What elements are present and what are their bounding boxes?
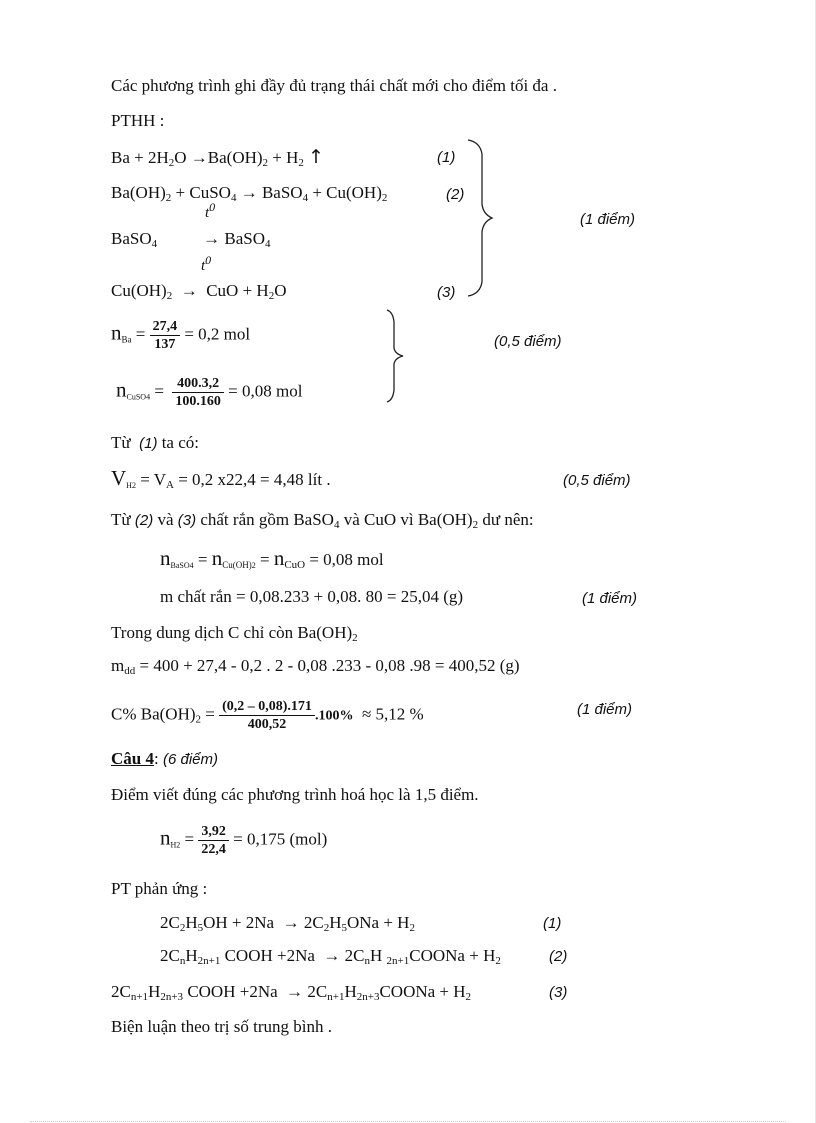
intro-line: Các phương trình ghi đầy đủ trạng thái chất mới cho điểm tối đa . <box>111 76 557 95</box>
reaction-3: $Cu(OH)_2$ → CuO + $H_2O$ <box>111 281 287 302</box>
mark-05-point-a: (0,5 điểm) <box>494 333 562 350</box>
pthh-label: PTHH : <box>111 111 165 130</box>
reaction-2-number: (2) <box>446 186 465 203</box>
tu-1-line: Từ (1) ta có: <box>111 433 199 452</box>
v-h2-line: $V_{H2} = V_A = 0,2$ x22,4 = 4,48 lít . <box>111 466 331 491</box>
mark-1-point-c: (1 điểm) <box>577 701 633 718</box>
tu-23-line: Từ (2) và (3) chất rắn gồm BaSO$_4$ và CuO vì $Ba(OH)_2$ dư nên: <box>111 510 534 531</box>
reaction-4-2: $2C_nH_{2n+1}$ COOH $+2Na \to 2C_nH$ $_{2n+1}$COONa + $H_2$ <box>160 946 501 967</box>
reaction-2: $Ba(OH)_2$ + CuSO$_4$ → BaSO$_4$ + $Cu(OH)_2$ <box>111 183 388 204</box>
mark-1-point-b: (1 điểm) <box>582 590 638 607</box>
reaction-4-1-number: (1) <box>543 915 562 932</box>
c-percent-fraction: $\frac{(0,2 - 0,08).171}{400,52}$ <box>219 698 315 733</box>
heat-label-2: $t^0$ <box>201 253 212 274</box>
n-h2-line: $n_{H2}$ = $\frac{3,92}{22,4}$ = 0,175 (mol) <box>160 824 328 857</box>
diem-viet-line: Điểm viết đúng các phương trình hoá học là 1,5 điểm. <box>111 785 479 804</box>
n-h2-fraction: $\frac{3,92}{22,4}$ <box>198 823 229 858</box>
n-ba-line: $n_{Ba}$ = $\frac{27,4}{137}$ = 0,2 mol <box>111 319 251 352</box>
n-cuso4-line: $n_{CuSO4}$ = $\frac{400.3,2}{100.160}$ = 0,08 mol <box>116 376 303 409</box>
brace-moles <box>385 308 407 404</box>
page-bottom-edge <box>30 1121 786 1122</box>
heat-label-1: $t^0$ <box>205 200 216 221</box>
dung-dich-c-line: Trong dung dịch C chỉ còn $Ba(OH)_2$ <box>111 623 358 644</box>
pt-phan-ung-label: PT phản ứng : <box>111 879 208 898</box>
brace-reactions <box>466 138 496 298</box>
mark-05-point-b: (0,5 điểm) <box>563 472 631 489</box>
c-percent-line: C% $Ba(OH)_2$ = $\frac{(0,2 - 0,08).171}{400,52}$ .100% ≈ 5,12 % <box>111 699 424 732</box>
bien-luan-line: Biện luận theo trị số trung bình . <box>111 1017 332 1036</box>
n-equal-line: $n_{BaSO4} = n_{Cu(OH)2} = n_{CuO} = 0,08$ mol <box>160 546 384 571</box>
m-chat-ran-line: m chất rắn = 0,08.233 + 0,08. 80 = 25,04 (g) <box>160 587 464 606</box>
m-dd-line: $m_{dd} = 400 + 27,4 - 0,2$ . 2 - 0,08 .233 - 0,08 .98 = 400,52 (g) <box>111 656 520 677</box>
n-ba-fraction: $\frac{27,4}{137}$ <box>150 318 181 353</box>
reaction-1-number: (1) <box>437 149 456 166</box>
reaction-3-number: (3) <box>437 284 456 301</box>
reaction-4-2-number: (2) <box>549 948 568 965</box>
n-cuso4-fraction: $\frac{400.3,2}{100.160}$ <box>172 375 224 410</box>
cau-4-heading: Câu 4: (6 điểm) <box>111 749 218 768</box>
reaction-4-3: $2C_{n+1}H_{2n+3}$ COOH $+2Na \to 2C_{n+1}H_{2n+3}COONa + H_2$ <box>111 982 472 1003</box>
reaction-4-1: $2C_2H_5OH + 2Na \to 2C_2H_5ONa + H_2$ <box>160 913 415 934</box>
reaction-1: $Ba + 2H_2O \to Ba(OH)_2 + H_2$ ↑ <box>111 146 325 169</box>
mark-1-point: (1 điểm) <box>580 211 636 228</box>
reaction-2b: BaSO$_4$ → BaSO$_4$ <box>111 229 271 250</box>
reaction-4-3-number: (3) <box>549 984 568 1001</box>
